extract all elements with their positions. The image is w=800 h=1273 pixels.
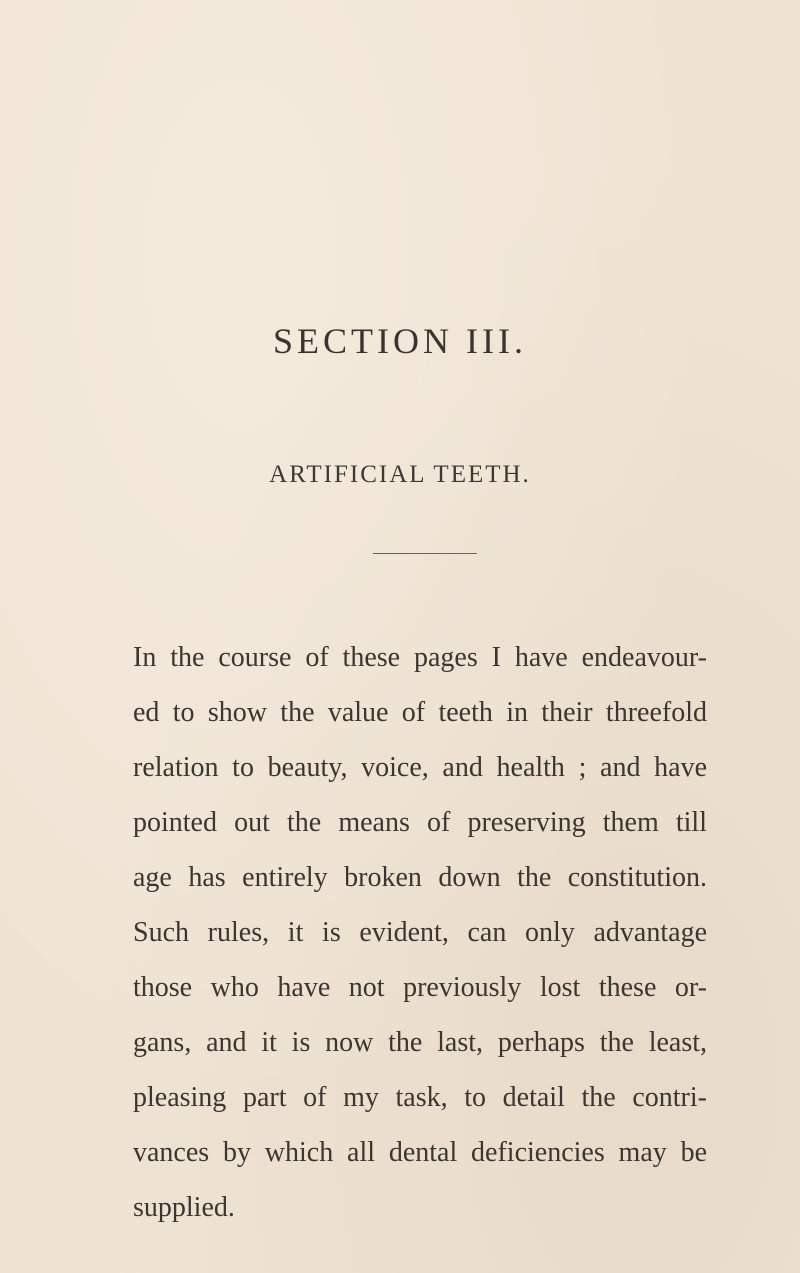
paragraph-line: age has entirely broken down the constitution. (133, 862, 707, 893)
paragraph-line: gans, and it is now the last, perhaps the least, (133, 1027, 707, 1058)
paragraph-line: vances by which all dental deficiencies may be (133, 1137, 707, 1168)
body-paragraph (133, 630, 707, 1235)
paragraph-line: pointed out the means of preserving them till (133, 807, 707, 838)
section-subtitle: ARTIFICIAL TEETH. (269, 461, 531, 488)
paragraph-line: supplied. (133, 1192, 235, 1223)
paragraph-line: In the course of these pages I have endeavour- (133, 642, 707, 673)
paragraph-line: Such rules, it is evident, can only advantage (133, 917, 707, 948)
paragraph-line: relation to beauty, voice, and health ; and have (133, 752, 707, 783)
paragraph-line: pleasing part of my task, to detail the contri- (133, 1082, 707, 1113)
divider-rule (373, 553, 477, 554)
paragraph-line: ed to show the value of teeth in their threefold (133, 697, 707, 728)
section-heading: SECTION III. (273, 321, 527, 361)
paragraph-line: those who have not previously lost these or- (133, 972, 707, 1003)
